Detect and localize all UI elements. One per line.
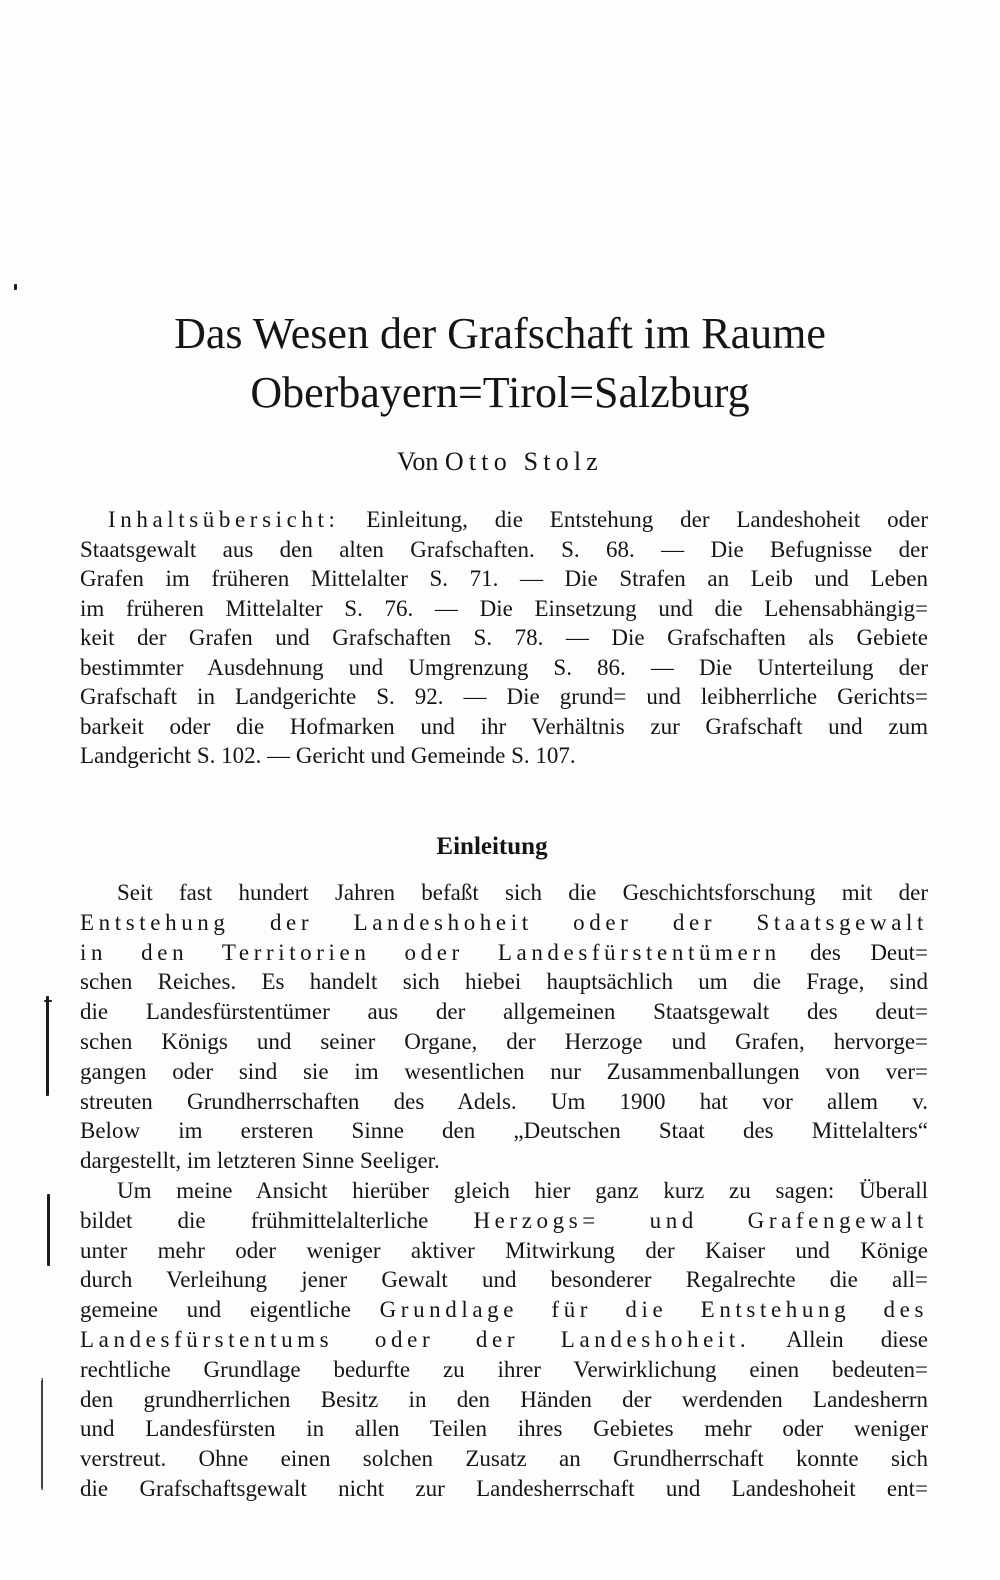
line-text: die Grafschaftsgewalt nicht zur Landesherrschaft und Landeshoheit ent= <box>80 1475 928 1501</box>
text-line <box>80 878 928 908</box>
line-text: dargestellt, im letzteren Sinne Seeliger. <box>80 1148 440 1174</box>
spaced-text: in den Territorien oder Landesfürstentümern <box>80 939 781 965</box>
line-text: verstreut. Ohne einen solchen Zusatz an Grundherrschaft konnte sich <box>80 1446 928 1472</box>
text-line <box>80 1444 928 1474</box>
line-text: Grafschaft in Landgerichte S. 92. — Die grund= und leibherrliche Gerichts= <box>80 684 928 709</box>
text-line <box>80 564 928 594</box>
line-text: Below im ersteren Sinne den „Deutschen Staat des Mittelalters“ <box>80 1118 928 1144</box>
text-line <box>80 1295 928 1325</box>
margin-mark <box>14 284 17 290</box>
line-text: Um meine Ansicht hierüber gleich hier ganz kurz zu sagen: Überall <box>117 1178 928 1203</box>
article-title-line-2: Oberbayern=Tirol=Salzburg <box>250 368 750 417</box>
line-text: die Landesfürstentümer aus der allgemeinen Staatsgewalt des deut= <box>80 999 928 1025</box>
line-text: streuten Grundherrschaften des Adels. Um 1900 hat vor allem v. <box>80 1088 928 1114</box>
line-text: Grafen im früheren Mittelalter S. 71. — Die Strafen an Leib und Leben <box>80 566 928 591</box>
line-text: schen Reiches. Es handelt sich hiebei hauptsächlich um die Frage, sind <box>80 969 928 995</box>
text-line <box>80 1385 928 1415</box>
author-name: Otto Stolz <box>444 447 604 476</box>
text-line <box>80 1087 928 1117</box>
spaced-text: Entstehung der Landeshoheit oder der Staatsgewalt <box>80 909 928 935</box>
text-line <box>80 653 928 683</box>
text-line <box>80 1325 928 1355</box>
text-line <box>80 741 928 771</box>
line-text: den grundherrlichen Besitz in den Händen der werdenden Landesherrn <box>80 1386 928 1412</box>
text-line <box>80 1355 928 1385</box>
text-line <box>80 1414 928 1444</box>
line-text: durch Verleihung jener Gewalt und besonderer Regalrechte die all= <box>80 1267 928 1293</box>
margin-mark <box>46 996 49 1096</box>
line-text: und Landesfürsten in allen Teilen ihres Gebietes mehr oder weniger <box>80 1416 928 1442</box>
paragraph <box>80 1176 928 1504</box>
spaced-text: Grundlage für die Entstehung des <box>379 1297 928 1323</box>
text-line <box>80 712 928 742</box>
margin-mark <box>41 1378 43 1490</box>
margin-mark <box>44 1000 52 1002</box>
line-text: unter mehr oder weniger aktiver Mitwirkung der Kaiser und Könige <box>80 1237 928 1263</box>
line-text: schen Königs und seiner Organe, der Herzoge und Grafen, hervorge= <box>80 1028 928 1054</box>
line-text: Allein diese <box>750 1326 928 1352</box>
text-line <box>80 1116 928 1146</box>
table-of-contents <box>80 505 928 771</box>
line-text: gangen oder sind sie im wesentlichen nur Zusammenballungen von ver= <box>80 1058 928 1084</box>
line-text: Seit fast hundert Jahren befaßt sich die Geschichtsforschung mit der <box>117 880 928 905</box>
text-line <box>80 1265 928 1295</box>
text-line <box>80 594 928 624</box>
contents-label: Inhaltsübersicht: <box>108 507 340 532</box>
line-text: gemeine und eigentliche <box>80 1297 380 1323</box>
line-text: des Deut= <box>780 939 928 965</box>
text-line <box>80 535 928 565</box>
paragraph <box>80 878 928 1176</box>
author-line <box>0 446 1000 478</box>
spaced-text: Herzogs= und Grafengewalt <box>473 1207 928 1233</box>
line-text: Einleitung, die Entstehung der Landeshoheit oder <box>339 507 928 532</box>
author-prefix: Von <box>396 447 445 476</box>
line-text: bestimmter Ausdehnung und Umgrenzung S. 86. — Die Unterteilung der <box>80 654 928 680</box>
text-line <box>80 682 928 712</box>
text-line <box>80 1146 928 1176</box>
article-title-line-1: Das Wesen der Grafschaft im Raume <box>174 309 826 358</box>
text-line <box>80 967 928 997</box>
text-line <box>80 1474 928 1504</box>
text-line <box>80 1027 928 1057</box>
text-line <box>80 1176 928 1206</box>
line-text: bildet die frühmittelalterliche <box>80 1207 474 1233</box>
text-line <box>80 505 928 535</box>
text-line <box>80 938 928 968</box>
line-text: keit der Grafen und Grafschaften S. 78. — Die Grafschaften als Gebiete <box>80 625 928 650</box>
text-line <box>80 1057 928 1087</box>
text-line <box>80 908 928 938</box>
margin-mark <box>47 1194 50 1266</box>
section-heading: Einleitung <box>436 833 548 860</box>
line-text: rechtliche Grundlage bedurfte zu ihrer Verwirklichung einen bedeuten= <box>80 1356 928 1382</box>
spaced-text: Landesfürstentums oder der Landeshoheit. <box>80 1326 751 1352</box>
line-text: barkeit oder die Hofmarken und ihr Verhältnis zur Grafschaft und zum <box>80 713 928 739</box>
text-line <box>80 623 928 653</box>
line-text: im früheren Mittelalter S. 76. — Die Einsetzung und die Lehensabhängig= <box>80 595 928 621</box>
line-text: Staatsgewalt aus den alten Grafschaften. S. 68. — Die Befugnisse der <box>80 536 928 562</box>
text-line <box>80 1236 928 1266</box>
line-text: Landgericht S. 102. — Gericht und Gemeinde S. 107. <box>80 743 576 768</box>
text-line <box>80 997 928 1027</box>
text-line <box>80 1206 928 1236</box>
